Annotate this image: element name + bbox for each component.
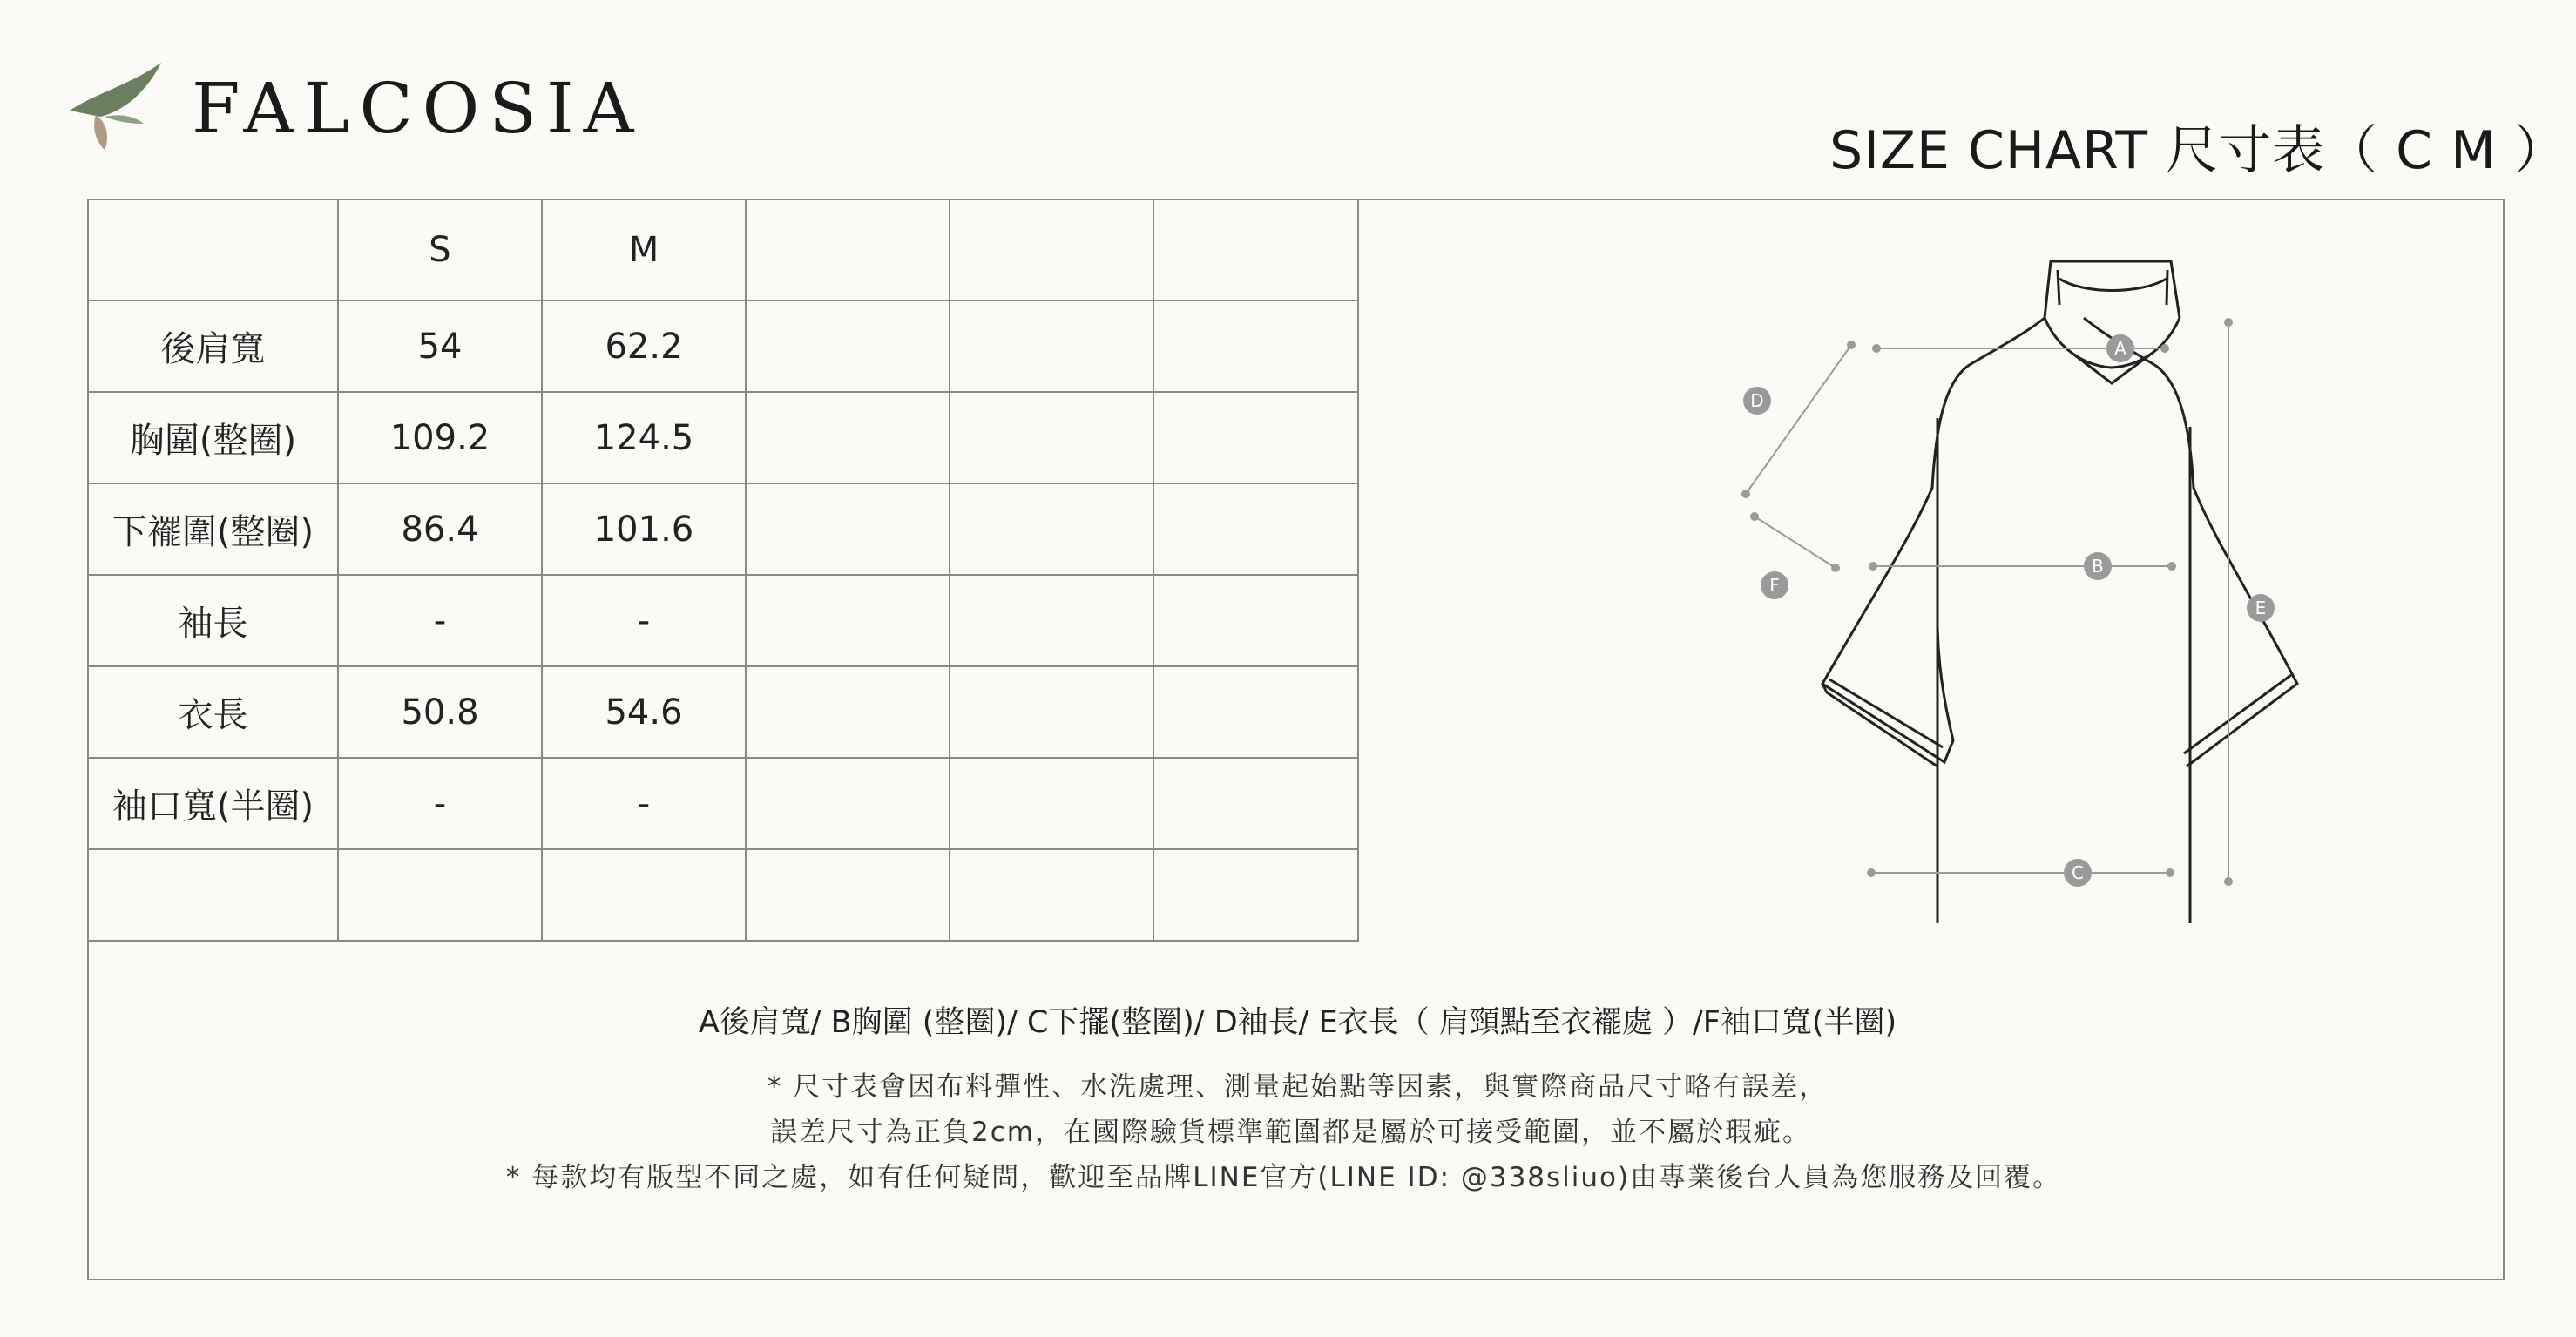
table-cell — [950, 484, 1154, 576]
table-cell — [747, 850, 950, 942]
table-cell — [747, 667, 950, 759]
column-header — [747, 200, 950, 301]
table-cell: - — [543, 576, 747, 667]
table-cell — [747, 576, 950, 667]
measure-line-a-endpoint — [1872, 344, 1881, 353]
measurement-legend-block — [89, 996, 2506, 1200]
tshirt-measurement-diagram — [1709, 253, 2397, 923]
table-cell — [747, 393, 950, 484]
brand-name: FALCOSIA — [192, 68, 644, 149]
table-cell — [950, 667, 1154, 759]
table-cell: - — [339, 759, 543, 850]
row-label: 胸圍(整圈) — [89, 393, 339, 484]
measure-line-d-endpoint — [1847, 341, 1856, 349]
column-header — [89, 200, 339, 301]
marker-b-label: B — [2092, 556, 2104, 577]
table-cell — [950, 301, 1154, 393]
table-cell: 101.6 — [543, 484, 747, 576]
marker-e-label: E — [2255, 598, 2267, 618]
table-cell: 109.2 — [339, 393, 543, 484]
table-cell — [747, 759, 950, 850]
measure-line-e-endpoint — [2224, 877, 2233, 886]
marker-c-label: C — [2072, 862, 2084, 883]
table-cell — [1154, 301, 1359, 393]
note-line-1: * 尺寸表會因布料彈性、水洗處理、測量起始點等因素，與實際商品尺寸略有誤差， — [767, 1071, 1829, 1103]
measure-line-d-endpoint — [1741, 490, 1750, 498]
table-cell: 124.5 — [543, 393, 747, 484]
note-line-3: * 每款均有版型不同之處，如有任何疑問，歡迎至品牌LINE官方(LINE ID: @338sliuo)由專業後台人員為您服務及回覆。 — [505, 1162, 2062, 1193]
measure-line-c-endpoint — [2166, 868, 2174, 877]
measure-line-b-endpoint — [2167, 562, 2176, 571]
brand-logo-icon — [70, 63, 166, 150]
table-cell — [1154, 393, 1359, 484]
table-cell — [950, 393, 1154, 484]
table-cell — [1154, 484, 1359, 576]
row-label: 後肩寬 — [89, 301, 339, 393]
row-label: 袖長 — [89, 576, 339, 667]
table-cell — [747, 301, 950, 393]
table-cell — [950, 576, 1154, 667]
table-cell: - — [543, 759, 747, 850]
column-header — [950, 200, 1154, 301]
measure-line-d — [1746, 345, 1851, 494]
table-cell — [1154, 576, 1359, 667]
size-chart-title: SIZE CHART 尺寸表（ C M ） — [1829, 120, 2567, 181]
measure-line-f — [1755, 517, 1836, 568]
note-line-2: 誤差尺寸為正負2cm，在國際驗貨標準範圍都是屬於可接受範圍，並不屬於瑕疵。 — [770, 1117, 1811, 1148]
row-label — [89, 850, 339, 942]
measure-line-a-endpoint — [2160, 344, 2169, 353]
column-header — [1154, 200, 1359, 301]
measure-line-f-endpoint — [1831, 564, 1840, 572]
table-cell — [950, 759, 1154, 850]
column-header: S — [339, 200, 543, 301]
measure-line-c-endpoint — [1867, 868, 1876, 877]
measure-line-f-endpoint — [1750, 512, 1759, 521]
table-cell — [543, 850, 747, 942]
measure-line-e-endpoint — [2224, 318, 2233, 327]
row-label: 衣長 — [89, 667, 339, 759]
measurement-legend: A後肩寬/ B胸圍 (整圈)/ C下擺(整圈)/ D袖長/ E衣長（ 肩頸點至衣襬處 ）/F袖口寬(半圈) — [698, 1005, 1897, 1040]
table-cell — [950, 850, 1154, 942]
row-label: 袖口寬(半圈) — [89, 759, 339, 850]
table-cell: 54.6 — [543, 667, 747, 759]
marker-f-label: F — [1769, 575, 1780, 596]
row-label: 下襬圍(整圈) — [89, 484, 339, 576]
size-chart-frame — [87, 199, 2505, 1280]
table-cell: 54 — [339, 301, 543, 393]
table-cell — [339, 850, 543, 942]
column-header: M — [543, 200, 747, 301]
measure-line-b-endpoint — [1869, 562, 1877, 571]
table-cell — [747, 484, 950, 576]
table-cell: 62.2 — [543, 301, 747, 393]
table-cell — [1154, 759, 1359, 850]
marker-d-label: D — [1750, 390, 1764, 411]
table-cell: - — [339, 576, 543, 667]
table-cell — [1154, 667, 1359, 759]
table-cell: 86.4 — [339, 484, 543, 576]
table-cell — [1154, 850, 1359, 942]
table-cell: 50.8 — [339, 667, 543, 759]
marker-a-label: A — [2114, 338, 2126, 359]
